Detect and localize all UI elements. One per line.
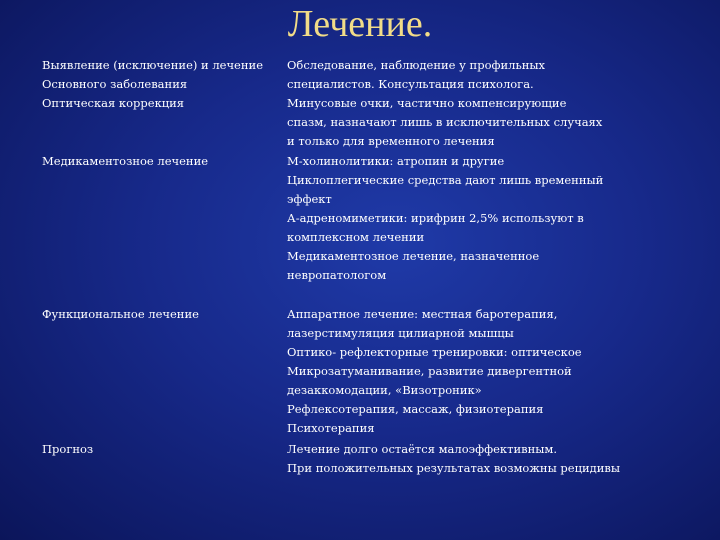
row-label [42,56,263,94]
description-line: комплексном лечении [287,230,425,244]
label-line: Выявление (исключение) и лечение [42,58,263,72]
row-label [42,305,199,324]
description-line: и только для временного лечения [287,134,495,148]
description-line: Рефлексотерапия, массаж, физиотерапия [287,402,544,416]
description-line: эффект [287,192,332,206]
label-line: Медикаментозное лечение [42,154,209,168]
row-description [287,94,712,151]
row-label [42,152,208,171]
row-description [287,305,712,438]
row-description [287,56,712,94]
description-line: лазерстимуляция цилиарной мышцы [287,326,514,340]
description-line: Аппаратное лечение: местная баротерапия, [287,307,558,321]
description-line: Обследование, наблюдение у профильных [287,58,546,72]
row-description [287,440,712,478]
description-line: Оптико- рефлекторные тренировки: оптическое [287,345,582,359]
row-label [42,94,184,113]
description-line: Микрозатуманивание, развитие дивергентной [287,364,572,378]
description-line: Медикаментозное лечение, назначенное [287,249,540,263]
label-line: Основного заболевания [42,77,188,91]
label-line: Функциональное лечение [42,307,199,321]
description-line: Минусовые очки, частично компенсирующие [287,96,567,110]
row-description [287,152,712,285]
description-line: спазм, назначают лишь в исключительных случаях [287,115,603,129]
description-line: А-адреномиметики: ирифрин 2,5% используют в [287,211,584,225]
description-line: При положительных результатах возможны рецидивы [287,461,621,475]
description-line: специалистов. Консультация психолога. [287,77,534,91]
description-line: Циклоплегические средства дают лишь временный [287,173,604,187]
description-line: М-холинолитики: атропин и другие [287,154,505,168]
row-label [42,440,93,459]
description-line: дезаккомодации, «Визотроник» [287,383,482,397]
slide-title: Лечение. [287,3,433,45]
description-line: Психотерапия [287,421,375,435]
description-line: Лечение долго остаётся малоэффективным. [287,442,558,456]
label-line: Оптическая коррекция [42,96,185,110]
label-line: Прогноз [42,442,94,456]
description-line: невропатологом [287,268,387,282]
